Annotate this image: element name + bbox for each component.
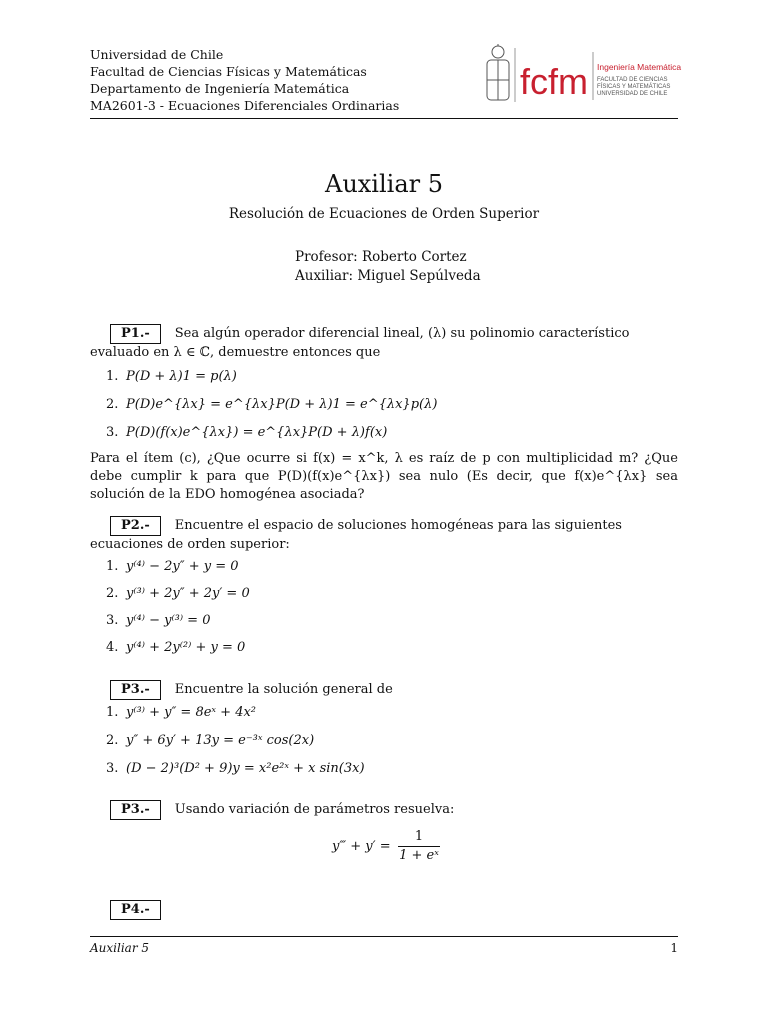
equation-denominator: 1 + eˣ <box>399 848 439 863</box>
fcfm-wordmark: fcfm <box>520 61 588 102</box>
doc-subtitle: Resolución de Ecuaciones de Orden Superior <box>228 206 540 222</box>
problem-4 <box>90 900 678 920</box>
problem-3b-intro: Usando variación de parámetros resuelva: <box>174 802 455 817</box>
staff-block <box>295 248 481 286</box>
logo-sub-line-1: FACULTAD DE CIENCIAS <box>597 77 668 83</box>
university-seal-icon <box>487 44 509 100</box>
equation-fraction <box>398 828 440 865</box>
course-line: MA2601-3 - Ecuaciones Diferenciales Ordinarias <box>90 98 400 113</box>
footer-rule <box>90 936 678 937</box>
department-line: Departamento de Ingeniería Matemática <box>90 81 350 96</box>
problem-1 <box>90 324 678 362</box>
logo-sub-title: Ingeniería Matemática <box>597 62 682 72</box>
logo-sub-line-3: UNIVERSIDAD DE CHILE <box>597 91 668 97</box>
problem-2-label: P2.- <box>110 516 161 536</box>
equation-numerator: 1 <box>414 829 424 844</box>
problem-4-label: P4.- <box>110 900 161 920</box>
doc-title: Auxiliar 5 <box>324 170 444 198</box>
problem-1-outro: Para el ítem (c), ¿Que ocurre si f(x) = x^k, λ es raíz de p con multiplicidad m? ¿Que debe cumplir k para que P(D)(f(x)e^{λx}) sea nulo (Es decir, que f(x)e^{λx} sea solución de la EDO homogénea asociada? <box>90 451 678 502</box>
list-item: 3. P(D)(f(x)e^{λx}) = e^{λx}P(D + λ)f(x) <box>106 425 388 440</box>
list-item: 2. P(D)e^{λx} = e^{λx}P(D + λ)1 = e^{λx}p(λ) <box>106 397 438 412</box>
problem-3b-label: P3.- <box>110 800 161 820</box>
equation-lhs: y‴ + y′ = <box>332 839 391 854</box>
list-item: 1. y⁽⁴⁾ − 2y″ + y = 0 <box>106 559 239 574</box>
professor-line: Profesor: Roberto Cortez <box>295 249 467 265</box>
problem-3-intro: Encuentre la solución general de <box>174 682 393 697</box>
footer-left: Auxiliar 5 <box>90 941 150 955</box>
problem-3-label: P3.- <box>110 680 161 700</box>
list-item: 2. y⁽³⁾ + 2y″ + 2y′ = 0 <box>106 586 250 601</box>
university-line: Universidad de Chile <box>90 47 224 62</box>
problem-1-intro: Sea algún operador diferencial lineal, (λ) su polinomio característico evaluado en λ ∈ ℂ, demuestre entonces que <box>90 326 630 360</box>
logo-sub-line-2: FÍSICAS Y MATEMÁTICAS <box>597 84 671 90</box>
problem-3 <box>90 680 678 700</box>
problem-1-label: P1.- <box>110 324 161 344</box>
problem-3b-equation <box>90 828 678 868</box>
list-item: 3. y⁽⁴⁾ − y⁽³⁾ = 0 <box>106 613 211 628</box>
problem-2 <box>90 516 678 554</box>
logo-graphic <box>485 44 685 104</box>
list-item: 1. y⁽³⁾ + y″ = 8eˣ + 4x² <box>106 705 257 720</box>
problem-2-intro: Encuentre el espacio de soluciones homogéneas para las siguientes ecuaciones de orden superior: <box>90 518 622 552</box>
fcfm-logo <box>485 44 685 104</box>
problem-3b <box>90 800 678 820</box>
faculty-line: Facultad de Ciencias Físicas y Matemáticas <box>90 64 367 79</box>
list-item: 2. y″ + 6y′ + 13y = e⁻³ˣ cos(2x) <box>106 733 315 748</box>
header-rule <box>90 118 678 119</box>
assistant-line: Auxiliar: Miguel Sepúlveda <box>295 268 481 284</box>
list-item: 1. P(D + λ)1 = p(λ) <box>106 369 237 384</box>
list-item: 4. y⁽⁴⁾ + 2y⁽²⁾ + y = 0 <box>106 640 246 655</box>
list-item: 3. (D − 2)³(D² + 9)y = x²e²ˣ + x sin(3x) <box>106 761 365 776</box>
page-number: 1 <box>670 941 678 955</box>
